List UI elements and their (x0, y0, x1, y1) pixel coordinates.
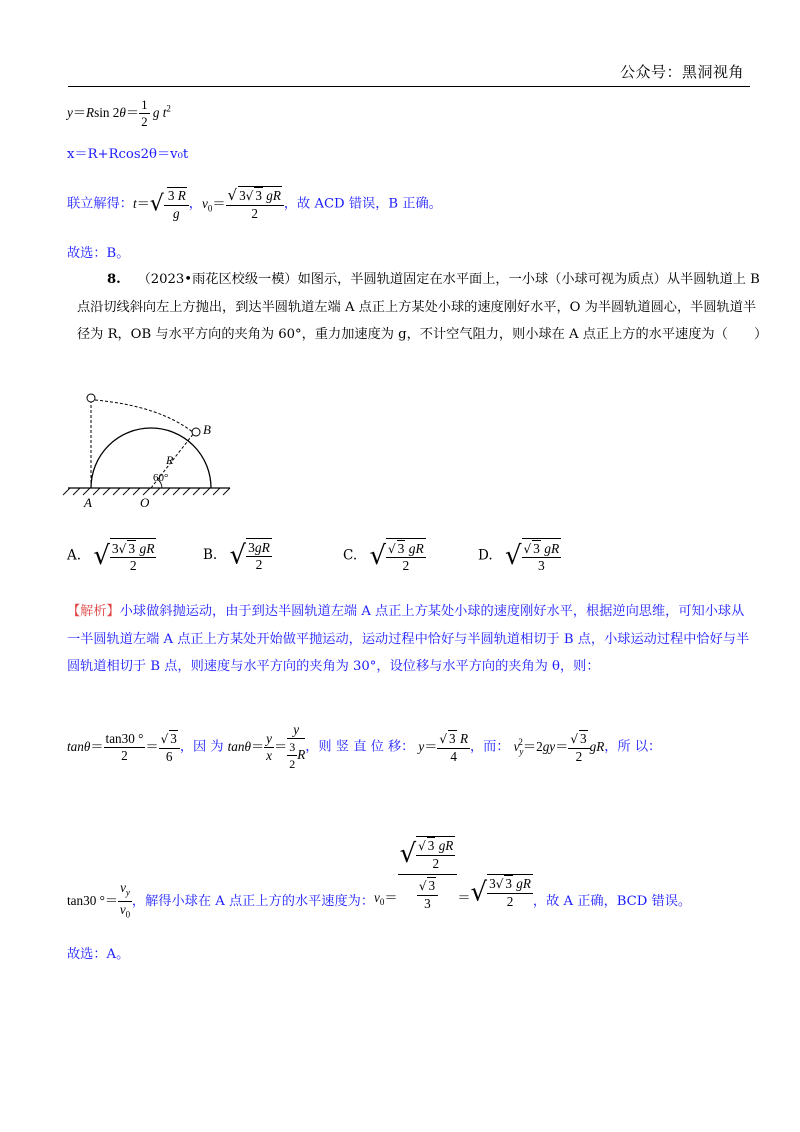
semicircle-figure (60, 388, 240, 513)
analysis-text (67, 598, 757, 681)
label-r: R (166, 453, 174, 467)
label-angle: 60° (153, 472, 169, 484)
header-brand: 公众号：黑洞视角 (620, 63, 745, 81)
result-end: ，故 A 正确，BCD 错误。 (532, 893, 692, 909)
option-a[interactable]: A. √ $\frac{3√ 3 gR}{2}$ (67, 538, 156, 574)
and-text: ，而： (470, 739, 510, 755)
result-line: tan30 °＝ $\frac{v_y}{v_0}$ ，解得小球在 A 点正上方的水平速度为：$v_0=$ √ $\frac{√ 3 gR}{2}$ $\frac{√ 3}{3}$ ＝√ $\frac{3√ 3 gR}{2}$ ，故 A 正确，BCD 错误。 (67, 838, 692, 920)
eq-x: x＝R+Rcos2θ＝v₀t (67, 147, 189, 162)
solve-line: 联立解得：t＝√ $\frac{3 R}{g}$ ，$v_0=$ $\frac{√ 3√ 3 gR}{2}$ ，故 ACD 错误，B 正确。 (67, 186, 442, 221)
question-text (77, 266, 768, 349)
solve-suffix: ，故 ACD 错误，B 正确。 (283, 196, 442, 212)
prev-choice: 故选：B。 (67, 246, 130, 261)
option-d[interactable]: D. √ $\frac{√ 3 gR}{3}$ (478, 538, 561, 574)
vertical-text: ，则 竖 直 位 移： (305, 739, 415, 755)
analysis-tag: 【解析】 (67, 604, 120, 619)
option-b-letter: B. (203, 547, 218, 563)
question-body: 如图示，半圆轨道固定在水平面上，一小球（小球可视为质点）从半圆轨道上 B 点沿切线斜向左上方抛出，到达半圆轨道左端 A 点正上方某处小球的速度刚好水平，O 为半圆轨道圆心，半圆轨道半径为 R，OB 与水平方向的夹角为 60°，重力加速度为 g，不计空气阻力，则小球在 A 点正上方的水平速度为（ ） (77, 272, 768, 342)
option-b[interactable]: B. √ $\frac{3gR}{2}$ (203, 540, 270, 572)
semicircle-track (91, 428, 211, 488)
label-o: O (140, 495, 150, 510)
ball-top (87, 394, 95, 402)
option-c-letter: C. (343, 547, 358, 564)
question-number: 8. (107, 272, 121, 287)
solve-prefix: 联立解得： (67, 196, 133, 212)
eq-y: y＝Rsin 2θ＝ $\frac{1}{2}$ g $t^2$ (67, 97, 171, 129)
analysis-choice: 故选：A。 (67, 947, 130, 962)
option-a-letter: A. (67, 547, 82, 564)
option-d-letter: D. (478, 547, 493, 564)
analysis-body: 小球做斜抛运动，由于到达半圆轨道左端 A 点正上方某处小球的速度刚好水平，根据逆向思维，可知小球从一半圆轨道左端 A 点正上方某处开始做平抛运动，运动过程中恰好与半圆轨道相切于 B 点，小球运动过程中恰好与半圆轨道相切于 B 点，则速度与水平方向的夹角为 30°，设位移与水平方向的夹角为 θ，则： (67, 604, 750, 674)
label-a: A (84, 495, 92, 510)
therefore-text: ，所 以： (604, 739, 662, 755)
ground-hatching (63, 488, 230, 495)
question-source: （2023•雨花区校级一模） (137, 272, 298, 287)
header-rule (68, 86, 750, 87)
tan-line: tanθ＝ $\frac{\tan 30 ^\circ}{2}$ ＝ $\frac{√ 3}{6}$ ，因 为 tanθ＝ $\frac{y}{x}$ ＝ y $\frac{3}{2}$ R ，则 竖 直 位 移： y＝ $\frac{√ 3 R}{4}$ ，而： $v_y^2=2gy=$ $\frac{√ 3}{2}$ gR，所 以： (67, 722, 662, 771)
ball-b (192, 428, 200, 436)
label-b: B (203, 422, 211, 437)
result-mid: ，解得小球在 A 点正上方的水平速度为： (131, 893, 375, 909)
option-c[interactable]: C. √ $\frac{√ 3 gR}{2}$ (343, 538, 426, 574)
because-text: ，因 为 (179, 739, 224, 755)
